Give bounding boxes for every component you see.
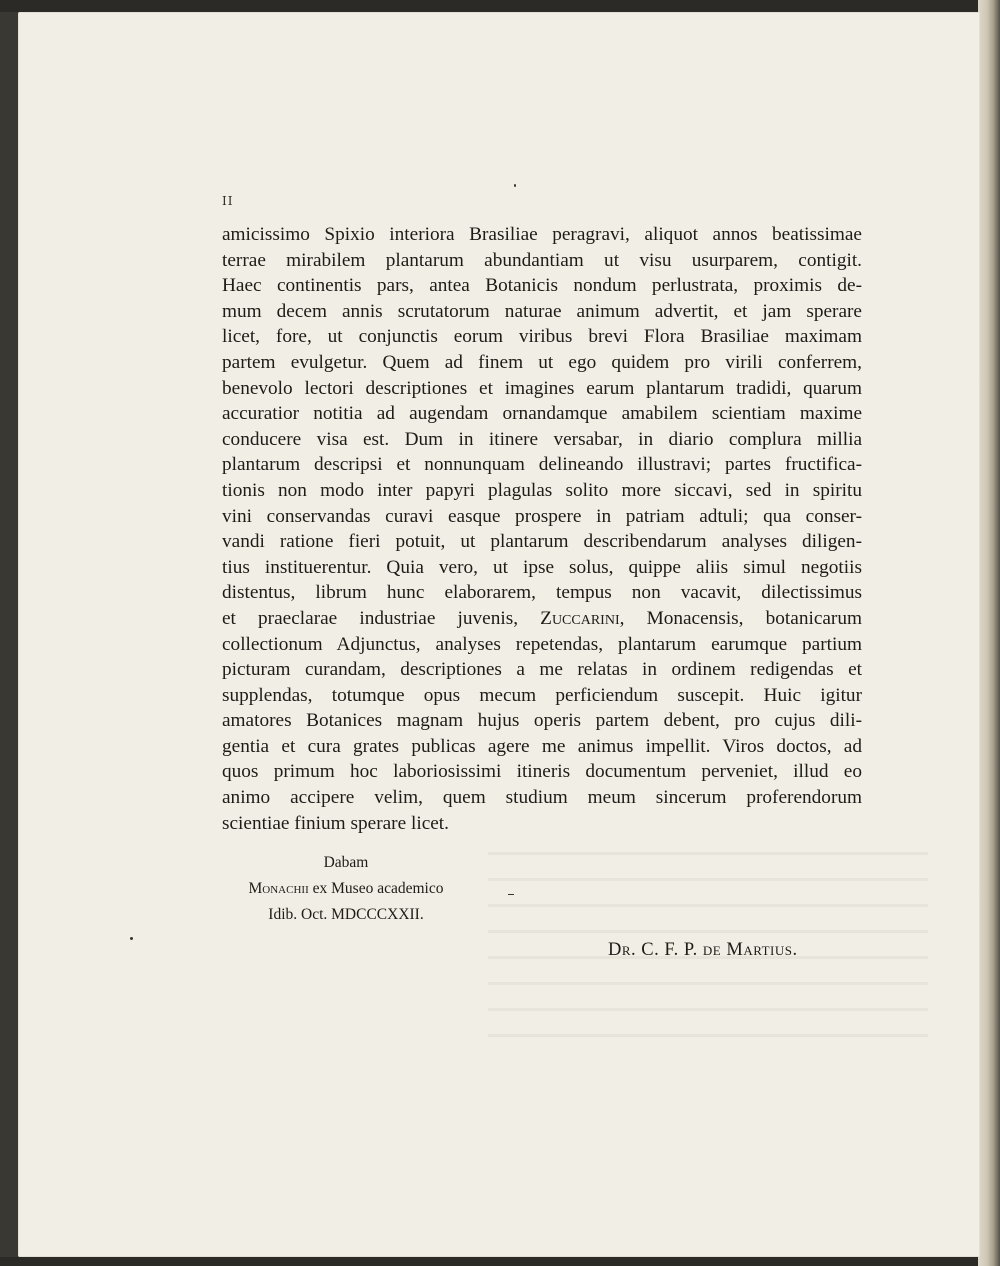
text-line: partem evulgetur. Quem ad finem ut ego quidem pro virili conferrem, bbox=[222, 351, 862, 373]
text-line: amatores Botanices magnam hujus operis partem debent, pro cujus dili- bbox=[222, 710, 862, 732]
text-line: tionis non modo inter papyri plagulas solito more siccavi, sed in spiritu bbox=[222, 479, 862, 501]
text-line: plantarum descripsi et nonnunquam delineando illustravi; partes fructifica- bbox=[222, 454, 862, 476]
text-segment: et praeclarae industriae juvenis, bbox=[222, 607, 541, 629]
text-line: conducere visa est. Dum in itinere versabar, in diario complura millia bbox=[222, 428, 862, 450]
page-number: II bbox=[222, 194, 234, 208]
page-edge bbox=[0, 12, 18, 1257]
text-line: vandi ratione fieri potuit, ut plantarum describendarum analyses diligen- bbox=[222, 531, 862, 553]
page-speck bbox=[508, 894, 514, 895]
dateline-date: Idib. Oct. MDCCCXXII. bbox=[268, 906, 424, 923]
text-line: licet, fore, ut conjunctis eorum viribus brevi Flora Brasiliae maximam bbox=[222, 326, 862, 348]
text-line: accuratior notitia ad augendam ornandamque amabilem scientiam maxime bbox=[222, 403, 862, 425]
body-paragraph bbox=[222, 222, 862, 836]
text-line: quos primum hoc laboriosissimi itineris documentum perveniet, illud eo bbox=[222, 761, 862, 783]
book-spine bbox=[978, 0, 1000, 1266]
text-line: supplendas, totumque opus mecum perficiendum suscepit. Huic igitur bbox=[222, 684, 862, 706]
text-line: amicissimo Spixio interiora Brasiliae peragravi, aliquot annos beatissimae bbox=[222, 224, 862, 245]
text-segment: , Monacensis, botanicarum bbox=[619, 607, 862, 629]
text-line: collectionum Adjunctus, analyses repetendas, plantarum earumque partium bbox=[222, 633, 862, 655]
place-name: Monachii bbox=[248, 880, 309, 897]
text-line: mum decem annis scrutatorum naturae animum advertit, et jam sperare bbox=[222, 300, 862, 322]
text-line: benevolo lectori descriptiones et imagines earum plantarum tradidi, quarum bbox=[222, 377, 862, 399]
text-line: tius instituerentur. Quia vero, ut ipse solus, quippe aliis simul negotiis bbox=[222, 556, 862, 578]
text-line: picturam curandam, descriptiones a me relatas in ordinem redigendas et bbox=[222, 659, 862, 681]
place-detail: ex Museo academico bbox=[308, 880, 444, 897]
dateline-place bbox=[226, 876, 466, 902]
text-line bbox=[222, 606, 862, 632]
text-line: gentia et cura grates publicas agere me animus impellit. Viros doctos, ad bbox=[222, 735, 862, 757]
text-line: scientiae finium sperare licet. bbox=[222, 812, 449, 834]
text-line: terrae mirabilem plantarum abundantiam ut visu usurparem, contigit. bbox=[222, 249, 862, 271]
signature-name: de Martius. bbox=[702, 940, 798, 960]
text-line: distentus, librum hunc elaborarem, tempus non vacavit, dilectissimus bbox=[222, 582, 862, 604]
page-speck bbox=[514, 184, 516, 187]
dateline-dabam: Dabam bbox=[323, 854, 369, 871]
person-name: Zuccarini bbox=[540, 607, 620, 629]
text-line: animo accipere velim, quem studium meum sincerum proferendorum bbox=[222, 787, 862, 809]
page-speck bbox=[130, 937, 133, 940]
text-line: vini conservandas curavi easque prospere in patriam adtuli; qua conser- bbox=[222, 505, 862, 527]
dateline bbox=[226, 850, 466, 928]
text-line: Haec continentis pars, antea Botanicis nondum perlustrata, proximis de- bbox=[222, 275, 862, 297]
author-signature bbox=[608, 940, 798, 961]
signature-prefix: Dr. C. F. P. bbox=[608, 940, 703, 960]
